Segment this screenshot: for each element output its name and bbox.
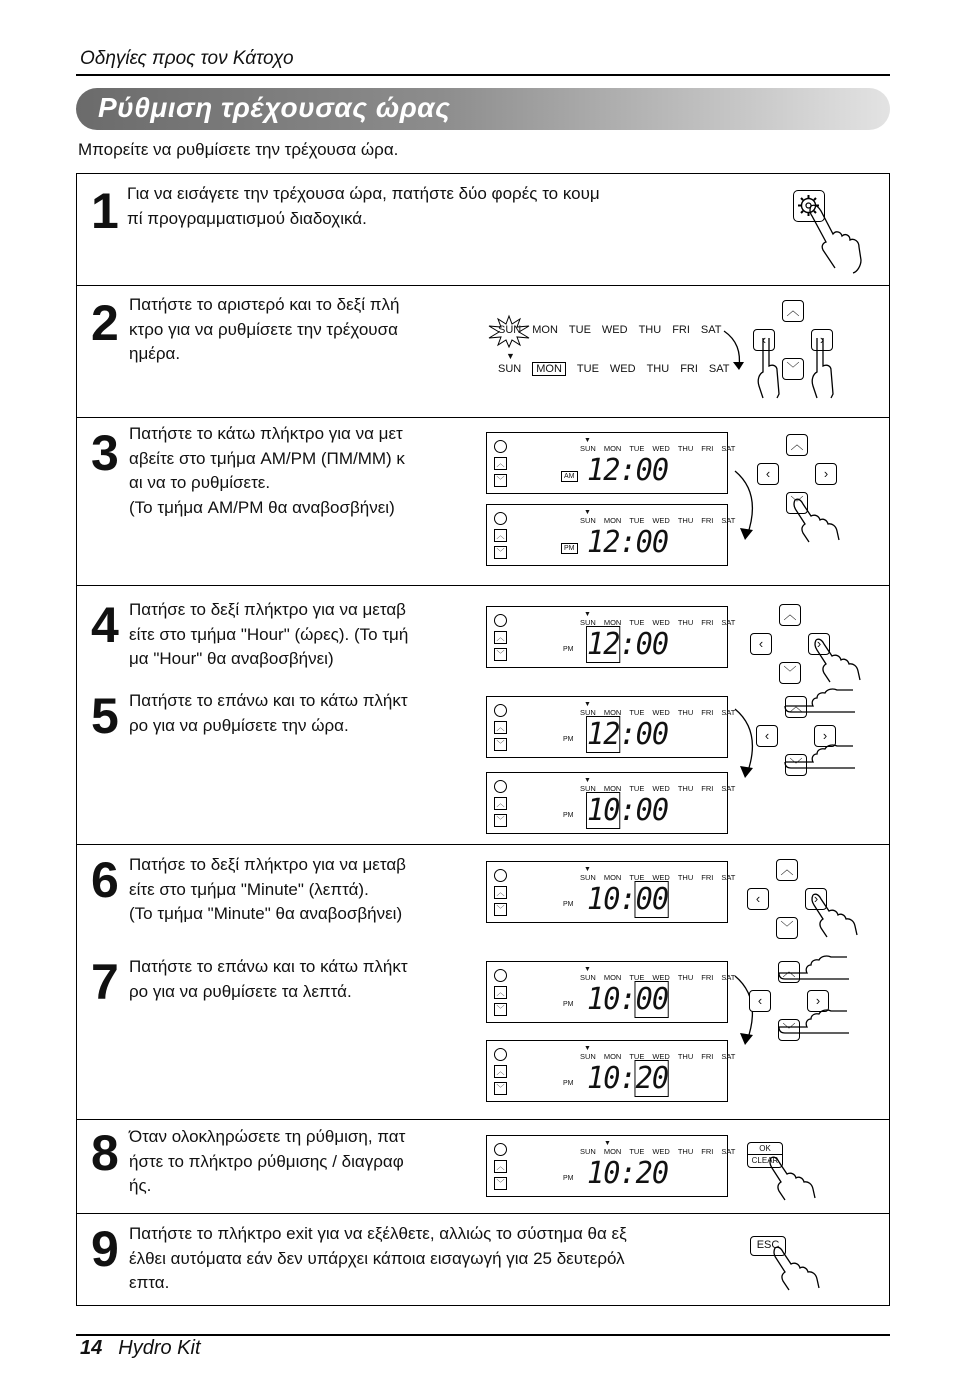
- right-key[interactable]: ›: [807, 990, 829, 1012]
- step-text: Πατήστε το αριστερό και το δεξί πλή κτρο για να ρυθμίσετε την τρέχουσα ημέρα.: [129, 295, 400, 363]
- time-digits: 10:00: [587, 982, 669, 1017]
- lcd-days: SUN MON TUE WED THU FRI SAT: [580, 708, 736, 717]
- step-row-4-5: [77, 586, 889, 845]
- up-key[interactable]: ︿: [785, 696, 807, 718]
- right-key[interactable]: ›: [808, 633, 830, 655]
- pointing-hand-icon: [777, 951, 851, 981]
- lcd-display: [486, 504, 736, 566]
- intro-text: Μπορείτε να ρυθμίσετε την τρέχουσα ώρα.: [78, 140, 399, 159]
- down-arrow-icon: ﹀: [494, 1177, 507, 1190]
- step-row-1: [77, 174, 889, 286]
- lcd-display: [486, 1135, 736, 1197]
- lcd-display: [486, 861, 736, 923]
- up-key[interactable]: ︿: [778, 961, 800, 983]
- up-arrow-icon: ︿: [494, 529, 507, 542]
- clock-icon: [494, 440, 507, 453]
- section-title: Ρύθμιση τρέχουσας ώρας: [98, 92, 451, 123]
- left-key[interactable]: ‹: [749, 990, 771, 1012]
- step-number: 6: [91, 852, 117, 908]
- down-key[interactable]: ﹀: [785, 754, 807, 776]
- day-marker: ▼: [584, 701, 591, 708]
- step-text: Πατήστε το επάνω και το κάτω πλήκτ ρο για να ρυθμίσετε τα λεπτά.: [129, 957, 408, 1001]
- pointing-hand-icon: [809, 891, 863, 939]
- pointing-hand-icon: [755, 336, 839, 400]
- lcd-display: [486, 961, 736, 1023]
- pointing-hand-icon: [783, 684, 857, 714]
- left-key[interactable]: ‹: [753, 329, 775, 351]
- lcd-days: SUN MON TUE WED THU FRI SAT: [580, 973, 736, 982]
- right-key[interactable]: ›: [805, 888, 827, 910]
- curved-arrow-icon: [721, 328, 747, 372]
- step-text: Όταν ολοκληρώσετε τη ρύθμιση, πατ ήστε το πλήκτρο ρύθμισης / διαγραφ ής.: [129, 1127, 406, 1195]
- up-arrow-icon: ︿: [494, 797, 507, 810]
- ampm-indicator: AM: [561, 471, 578, 482]
- down-key[interactable]: ﹀: [782, 358, 804, 380]
- ampm-indicator: PM: [563, 1001, 574, 1008]
- ampm-indicator: PM: [563, 812, 574, 819]
- time-digits: 10:20: [587, 1061, 669, 1096]
- up-arrow-icon: ︿: [494, 721, 507, 734]
- up-arrow-icon: ︿: [494, 457, 507, 470]
- day-marker: ▼: [584, 866, 591, 873]
- right-key[interactable]: ›: [814, 725, 836, 747]
- pointing-hand-icon: [767, 1154, 823, 1202]
- step-text: Πατήστε το επάνω και το κάτω πλήκτ ρο για να ρυθμίσετε την ώρα.: [129, 691, 408, 735]
- step-number: 4: [91, 597, 117, 653]
- lcd-days: SUN MON TUE WED THU FRI SAT: [580, 618, 736, 627]
- day-marker: ▼: [584, 611, 591, 618]
- document-header: Οδηγίες προς τον Κάτοχο: [80, 48, 294, 69]
- time-digits: 12:00: [587, 627, 669, 662]
- step-number: 3: [91, 425, 117, 481]
- up-key[interactable]: ︿: [779, 604, 801, 626]
- down-key[interactable]: ﹀: [779, 662, 801, 684]
- lcd-days: SUN MON TUE WED THU FRI SAT: [580, 873, 736, 882]
- lcd-days: SUN MON TUE WED THU FRI SAT: [580, 516, 736, 525]
- header-rule: [76, 74, 890, 76]
- clock-icon: [494, 614, 507, 627]
- ampm-indicator: PM: [561, 543, 578, 554]
- day-marker: ▼: [584, 509, 591, 516]
- down-arrow-icon: ﹀: [494, 1082, 507, 1095]
- step-row-2: [77, 286, 889, 418]
- time-digits: 10:00: [587, 882, 669, 917]
- clock-icon: [494, 704, 507, 717]
- up-arrow-icon: ︿: [494, 1160, 507, 1173]
- clock-icon: [494, 969, 507, 982]
- page-footer: [80, 1337, 201, 1360]
- step-number: 7: [91, 954, 117, 1010]
- step-row-6-7: [77, 845, 889, 1120]
- up-key[interactable]: ︿: [776, 859, 798, 881]
- up-key[interactable]: ︿: [782, 300, 804, 322]
- pointing-hand-icon: [777, 1005, 851, 1035]
- time-digits: 10:00: [587, 793, 669, 828]
- footer-rule: [76, 1334, 890, 1336]
- step-row-8: [77, 1120, 889, 1214]
- step-text: Για να εισάγετε την τρέχουσα ώρα, πατήστε δύο φορές το κουμ πί προγραμματισμού διαδοχικά.: [127, 184, 600, 228]
- day-marker: ▼: [604, 1140, 611, 1147]
- clock-icon: [494, 1143, 507, 1156]
- lcd-days: SUN MON TUE WED THU FRI SAT: [580, 444, 736, 453]
- down-arrow-icon: ﹀: [494, 648, 507, 661]
- lcd-display: [486, 606, 736, 668]
- day-marker: ▼: [584, 966, 591, 973]
- pointing-hand-icon: [783, 740, 857, 770]
- right-key[interactable]: ›: [815, 463, 837, 485]
- down-arrow-icon: ﹀: [494, 474, 507, 487]
- step-text: Πατήσε το δεξί πλήκτρο για να μεταβ είτε στο τμήμα "Minute" (λεπτά). (Το τμήμα "Minute" θα αναβοσβήνει): [129, 855, 406, 923]
- up-arrow-icon: ︿: [494, 631, 507, 644]
- day-row-before: SUN MON TUE WED THU FRI SAT: [498, 324, 722, 336]
- clock-icon: [494, 512, 507, 525]
- clock-icon: [494, 1048, 507, 1061]
- step-number: 9: [91, 1221, 117, 1277]
- step-number: 2: [91, 295, 117, 351]
- ampm-indicator: PM: [563, 1080, 574, 1087]
- down-arrow-icon: ﹀: [494, 1003, 507, 1016]
- pointing-hand-icon: [771, 1244, 827, 1292]
- step-row-9: [77, 1214, 889, 1306]
- step-text: Πατήστε το πλήκτρο exit για να εξέλθετε, αλλιώς το σύστημα θα εξ έλθει αυτόματα εάν δεν υπάρχει κάποια εισαγωγή για 25 δευτερόλ επτα.: [129, 1224, 627, 1292]
- steps-table: [76, 173, 890, 1306]
- step-row-3: [77, 418, 889, 586]
- pointing-hand-icon: [809, 202, 867, 274]
- step-number: 8: [91, 1125, 117, 1181]
- esc-button[interactable]: ESC: [750, 1236, 786, 1256]
- down-arrow-icon: ﹀: [494, 903, 507, 916]
- down-key[interactable]: ﹀: [778, 1019, 800, 1041]
- time-digits: 12:00: [587, 525, 669, 560]
- clear-label: CLEAR: [751, 1156, 779, 1165]
- lcd-display: [486, 432, 736, 494]
- down-key[interactable]: ﹀: [786, 492, 808, 514]
- ok-label: OK: [748, 1143, 782, 1155]
- left-key[interactable]: ‹: [750, 633, 772, 655]
- day-marker: ▼: [506, 351, 515, 361]
- step-number: 1: [91, 183, 117, 239]
- step-text: Πατήστε το κάτω πλήκτρο για να μετ αβείτε στο τμήμα AM/PM (ΠΜ/ΜΜ) κ αι να το ρυθμίσετε. (Το τμήμα AM/PM θα αναβοσβήνει): [129, 424, 405, 517]
- time-digits: 12:00: [587, 717, 669, 752]
- time-digits: 12:00: [587, 453, 669, 488]
- ampm-indicator: PM: [563, 646, 574, 653]
- ampm-indicator: PM: [563, 901, 574, 908]
- day-marker: ▼: [584, 437, 591, 444]
- lcd-days: SUN MON TUE WED THU FRI SAT: [580, 1052, 736, 1061]
- day-marker: ▼: [584, 777, 591, 784]
- step-number: 5: [91, 688, 117, 744]
- day-marker: ▼: [584, 1045, 591, 1052]
- up-arrow-icon: ︿: [494, 1065, 507, 1078]
- up-arrow-icon: ︿: [494, 986, 507, 999]
- down-arrow-icon: ﹀: [494, 814, 507, 827]
- pointing-hand-icon: [812, 636, 866, 684]
- down-arrow-icon: ﹀: [494, 546, 507, 559]
- time-digits: 10:20: [587, 1156, 669, 1191]
- page-number: 14: [80, 1337, 103, 1359]
- lcd-display: [486, 1040, 736, 1102]
- ampm-indicator: PM: [563, 1175, 574, 1182]
- left-key[interactable]: ‹: [747, 888, 769, 910]
- left-key[interactable]: ‹: [756, 725, 778, 747]
- lcd-display: [486, 696, 736, 758]
- lcd-days: SUN MON TUE WED THU FRI SAT: [580, 1147, 736, 1156]
- clock-icon: [494, 780, 507, 793]
- lcd-display: [486, 772, 736, 834]
- up-key[interactable]: ︿: [786, 434, 808, 456]
- down-key[interactable]: ﹀: [776, 917, 798, 939]
- clock-icon: [494, 869, 507, 882]
- ampm-indicator: PM: [563, 736, 574, 743]
- up-arrow-icon: ︿: [494, 886, 507, 899]
- down-arrow-icon: ﹀: [494, 738, 507, 751]
- day-row-after: SUN MON TUE WED THU FRI SAT: [498, 363, 730, 375]
- pointing-hand-icon: [791, 496, 851, 544]
- lcd-days: SUN MON TUE WED THU FRI SAT: [580, 784, 736, 793]
- right-key[interactable]: ›: [811, 329, 833, 351]
- step-text: Πατήσε το δεξί πλήκτρο για να μεταβ είτε στο τμήμα "Hour" (ώρες). (Το τμή μα "Hour" θα αναβοσβήνει): [129, 600, 409, 668]
- section-title-bar: [76, 88, 890, 130]
- manual-title: Hydro Kit: [118, 1337, 201, 1359]
- left-key[interactable]: ‹: [757, 463, 779, 485]
